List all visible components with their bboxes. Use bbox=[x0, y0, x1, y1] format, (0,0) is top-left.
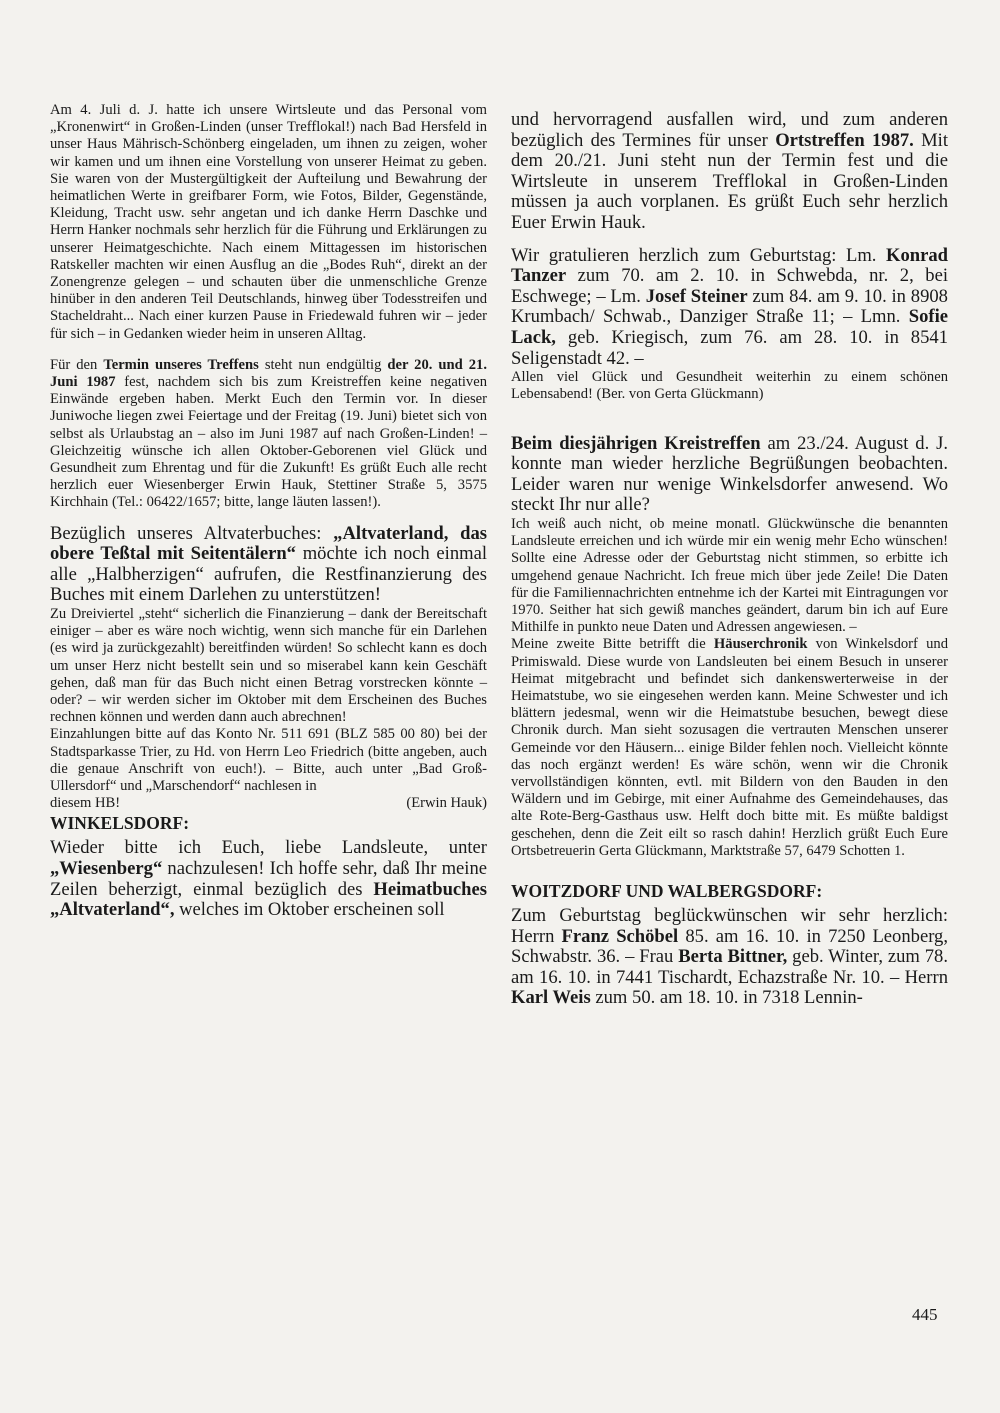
paragraph-chronicle: Meine zweite Bitte betrifft die Häuserchronik von Winkelsdorf und Primiswald. Diese wurde von Landsleuten bei einem Besuch in unserer Heimat mitgebracht und befindet sich dankenswerterweise in der Heimatstube, wo sie eingesehen werden kann. Meine Schwester und ich blättern jedesmal, wenn wir die Heimatstube besuchen, bewegt diese Chronik durch. Man sieht sozusagen die vertrauten Menschen unserer Gemeinde vor den Häusern... einige Bilder fehlen noch. Vielleicht könnte das noch ergänzt werden! Es wäre schön, wenn wir die Chronik vervollständigen könnten, evtl. mit Bildern von den Bauden in den Wäldern und im Gebirge, mit einer Aufnahme des Gemeindehauses, das alte Rote-Berg-Gasthaus usw. Helft doch bitte mit. Es müßte baldigst geschehen, denn die Zeit eilt so rasch dahin! Herzlich grüßt Euch Eure Ortsbetreuerin Gerta Glückmann, Marktstraße 57, 6479 Schotten 1. bbox=[511, 636, 948, 859]
paragraph-visit-report: Am 4. Juli d. J. hatte ich unsere Wirtsleute und das Personal vom „Kronenwirt“ in Großen-Linden (unser Trefflokal!) nach Bad Hersfeld in unser Haus Mährisch-Schönberg eingeladen, um ihnen zu zeigen, woher wir kamen und um ihnen eine Vorstellung von unserer Heimat zu geben. Sie waren von der Mustergültigkeit der Aufteilung und Bewahrung der heimatlichen Werte in greifbarer Form, wie Fotos, Bilder, Gegenstände, Kleidung, Tracht usw. sehr angetan und ich danke Herrn Daschke und Herrn Hanker nochmals sehr herzlich für die Führung und Erklärungen zu unserer Heimatgeschichte. Nach einem Mittagessen im historischen Ratskeller machten wir einen Ausflug an die „Bodes Ruh“, direkt an der Zonengrenze gelegen – und schauten über die unmenschliche Grenze hinüber in den anderen Teil Deutschlands, hinweg über Todesstreifen und Stacheldraht... Nach einer kurzen Pause in Friedewald fuhren wir – jeder für sich – in Gedanken wieder heim in unseren Alltag. bbox=[50, 102, 487, 342]
paragraph-meeting-date: Für den Termin unseres Treffens steht nun endgültig der 20. und 21. Juni 1987 fest, nachdem sich bis zum Kreistreffen keine negativen Einwände ergeben haben. Merkt Euch den Termin vor. In dieser Juniwoche liegen zwei Feiertage und der Freitag (19. Juni) bietet sich von selbst als Urlaubstag an – also im Juni 1987 auf nach Großen-Linden! – Gleichzeitig wünsche ich allen Oktober-Geborenen viel Glück und Gesundheit zum Ehrentag und für die Zukunft! Es grüßt Euch alle recht herzlich euer Wiesenberger Erwin Hauk, Stettiner Straße 5, 3575 Kirchhain (Tel.: 06422/1657; bitte, lange läuten lassen!). bbox=[50, 356, 488, 511]
signature-line bbox=[50, 795, 487, 812]
section-heading-winkelsdorf: WINKELSDORF: bbox=[50, 813, 190, 834]
paragraph-birthdays: Wir gratulieren herzlich zum Geburtstag: Lm. Konrad Tanzer zum 70. am 2. 10. in Schwebda, nr. 2, bei Eschwege; – Lm. Josef Steiner zum 84. am 9. 10. in 8908 Krumbach/ Schwab., Danziger Straße 11; – Lmn. Sofie Lack, geb. Kriegisch, zum 76. am 28. 10. in 8541 Seligenstadt 42. – bbox=[511, 244, 948, 369]
paragraph-wishes: Allen viel Glück und Gesundheit weiterhin zu einem schönen Lebensabend! (Ber. von Gerta Glückmann) bbox=[511, 369, 948, 403]
paragraph-bank-details: Einzahlungen bitte auf das Konto Nr. 511 691 (BLZ 585 00 80) bei der Stadtsparkasse Trier, zu Hd. von Herrn Leo Friedrich (bitte angeben, auch die genaue Anschrift von euch!). – Bitte, auch unter „Bad Groß-Ullersdorf“ und „Marschendorf“ nachlesen in bbox=[50, 726, 487, 795]
paragraph-winkelsdorf-intro: Wieder bitte ich Euch, liebe Landsleute, unter „Wiesenberg“ nachzulesen! Ich hoffe sehr, daß Ihr meine Zeilen beherzigt, einmal bezüglich des Heimatbuches „Altvaterland“, welches im Oktober erscheinen soll bbox=[50, 837, 487, 921]
closing-text: diesem HB! bbox=[50, 795, 121, 812]
page-number: 445 bbox=[912, 1305, 938, 1324]
paragraph-data-request: Ich weiß auch nicht, ob meine monatl. Glückwünsche die benannten Landsleute erreichen und ich würde mir ein wenig mehr Echo wünschen! Sollte eine Adresse oder der Geburtstag nicht stimmen, so erbitte ich umgehend genaue Nachricht. Ich freue mich über jede Zeile! Die Daten für die Familiennachrichten entnehme ich der Kartei mit Eintragungen vor 1970. Seither hat sich gewiß manches geändert, darum bin ich auf Eure Mithilfe in punkto neue Daten und Adressen angewiesen. – bbox=[511, 515, 948, 636]
section-heading-woitzdorf: WOITZDORF UND WALBERGSDORF: bbox=[511, 880, 823, 901]
paragraph-ortstreffen: und hervorragend ausfallen wird, und zum anderen bezüglich des Termines für unser Ortstreffen 1987. Mit dem 20./21. Juni steht nun der Termin fest und die Wirtsleute in unserem Trefflokal in Großen-Linden müssen ja auch vorplanen. Es grüßt Euch sehr herzlich Euer Erwin Hauk. bbox=[511, 109, 949, 233]
paragraph-kreistreffen: Beim diesjährigen Kreistreffen am 23./24. August d. J. konnte man wieder herzliche Begrüßungen beobachten. Leider waren nur wenige Winkelsdorfer anwesend. Wo steckt Ihr nur alle? bbox=[511, 432, 948, 516]
paragraph-book-appeal: Bezüglich unseres Altvaterbuches: „Altvaterland, das obere Teßtal mit Seitentälern“ möchte ich noch einmal alle „Halbherzigen“ aufrufen, die Restfinanzierung des Buches mit einem Darlehen zu unterstützen! bbox=[50, 522, 487, 606]
author-signature: (Erwin Hauk) bbox=[406, 795, 487, 812]
left-column bbox=[50, 102, 487, 921]
paragraph-woitzdorf-birthdays: Zum Geburtstag beglückwünschen wir sehr herzlich: Herrn Franz Schöbel 85. am 16. 10. in 7250 Leonberg, Schwabstr. 36. – Frau Berta Bittner, geb. Winter, zum 78. am 16. 10. in 7441 Tischardt, Echazstraße Nr. 10. – Herrn Karl Weis zum 50. am 18. 10. in 7318 Lennin- bbox=[511, 904, 948, 1009]
right-column bbox=[511, 110, 948, 1009]
paragraph-financing: Zu Dreiviertel „steht“ sicherlich die Finanzierung – dank der Bereitschaft einiger – aber es wäre noch wichtig, wenn sich manche für ein Darlehen (es wird ja zurückgezahlt) bereitfinden würden! So schlecht kann es doch um unser Herz nicht bestellt sein und so miserabel kann kein Geschäft gehen, daß man für das Buch nicht einen Betrag vorstrecken könnte – oder? – wir werden sicher im Oktober mit dem Erscheinen des Buches rechnen können und werden dann auch abrechnen! bbox=[50, 606, 487, 726]
